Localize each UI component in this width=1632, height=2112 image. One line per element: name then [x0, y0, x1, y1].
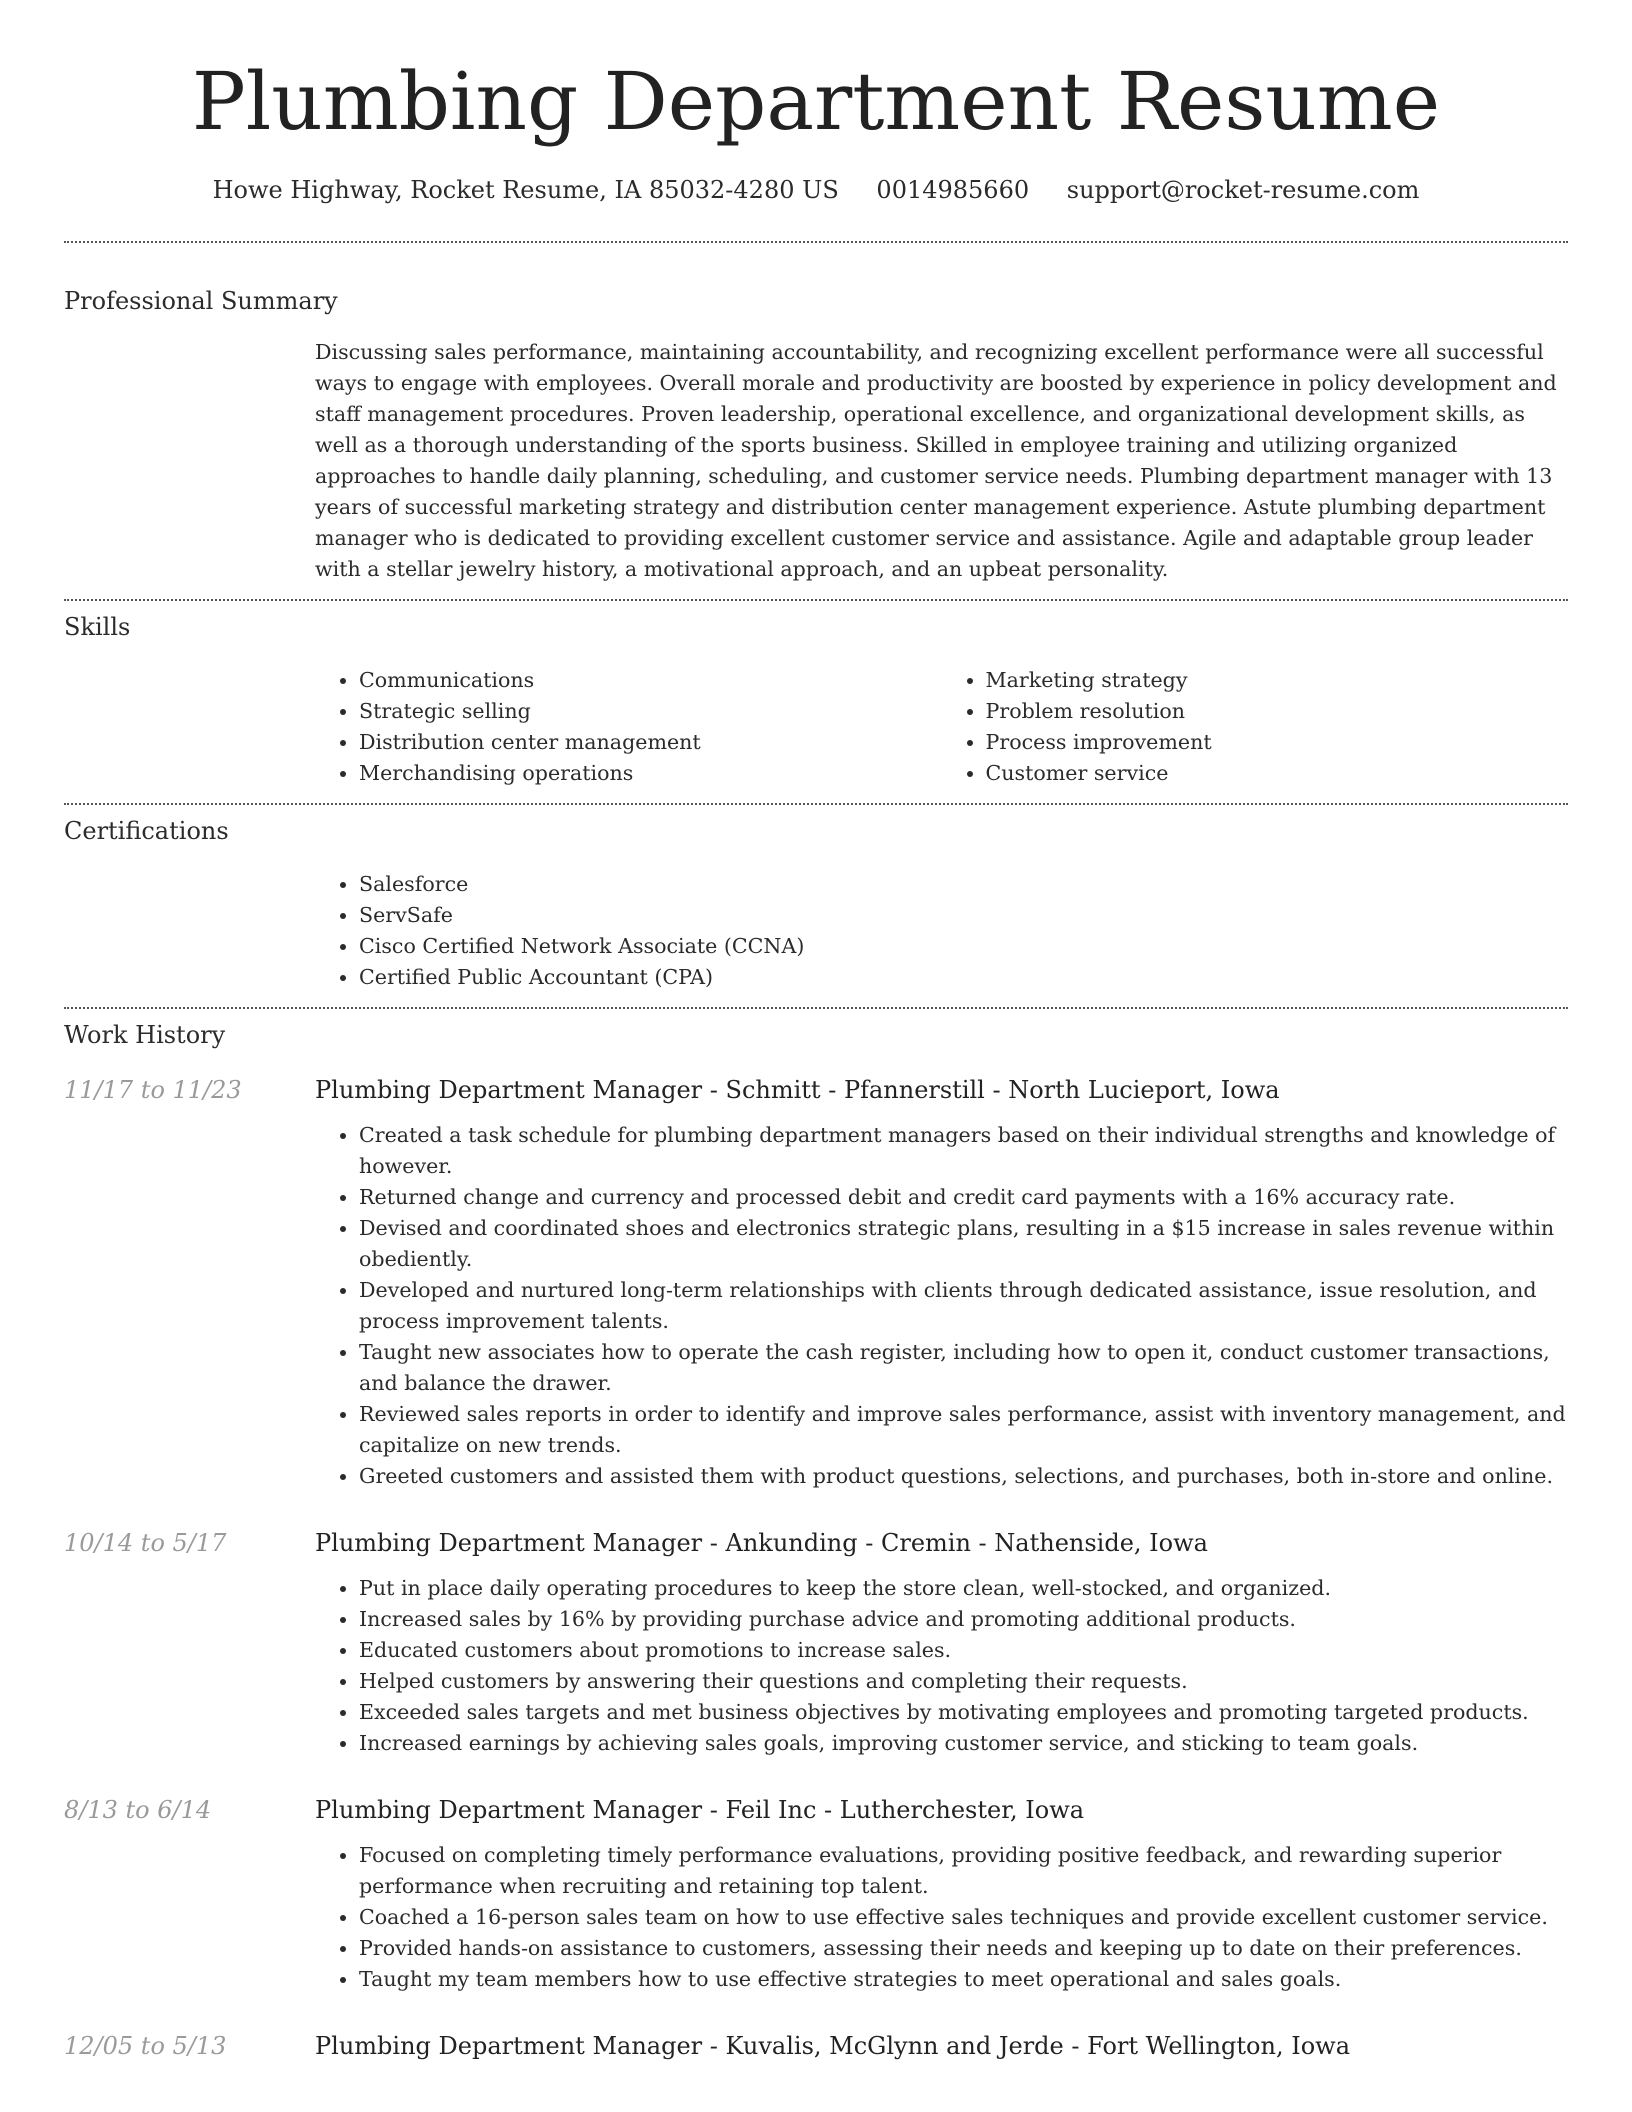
skills-section: [64, 601, 1568, 789]
contact-line: [64, 174, 1568, 206]
job-title: Plumbing Department Manager - Schmitt - Pfannerstill - North Lucieport, Iowa: [315, 1076, 1280, 1104]
contact-address: Howe Highway, Rocket Resume, IA 85032-4280 US: [212, 176, 839, 204]
certifications-list: [315, 869, 1568, 993]
job-bullet: • Created a task schedule for plumbing department managers based on their individual strengths and knowledge of however.: [359, 1120, 1568, 1182]
job-bullet: • Devised and coordinated shoes and electronics strategic plans, resulting in a $15 increase in sales revenue within obediently.: [359, 1213, 1568, 1275]
skill-item: • Problem resolution: [986, 696, 1569, 727]
skill-item: • Distribution center management: [359, 727, 942, 758]
summary-section: [64, 243, 1568, 585]
certification-item: • Salesforce: [359, 869, 1568, 900]
certification-item: • ServSafe: [359, 900, 1568, 931]
job-bullet: • Greeted customers and assisted them with product questions, selections, and purchases, both in-store and online.: [359, 1461, 1568, 1492]
skill-item: • Marketing strategy: [986, 665, 1569, 696]
job-bullet: • Exceeded sales targets and met business objectives by motivating employees and promoting targeted products.: [359, 1697, 1568, 1728]
job-bullet: • Returned change and currency and processed debit and credit card payments with a 16% accuracy rate.: [359, 1182, 1568, 1213]
resume-name: Plumbing Department Resume: [191, 55, 1441, 148]
job-bullet: • Taught new associates how to operate the cash register, including how to open it, conduct customer transactions, and balance the drawer.: [359, 1337, 1568, 1399]
skill-item: • Process improvement: [986, 727, 1569, 758]
job-title: Plumbing Department Manager - Feil Inc - Lutherchester, Iowa: [315, 1796, 1085, 1824]
job-title: Plumbing Department Manager - Kuvalis, McGlynn and Jerde - Fort Wellington, Iowa: [315, 2032, 1350, 2060]
contact-phone: 0014985660: [876, 176, 1030, 204]
certifications-items: [315, 869, 1568, 993]
job-bullet: • Taught my team members how to use effective strategies to meet operational and sales goals.: [359, 1964, 1568, 1995]
certification-item: • Certified Public Accountant (CPA): [359, 962, 1568, 993]
job-date: 10/14 to 5/17: [64, 1529, 227, 1557]
job-entry: [64, 2030, 1568, 2062]
job-bullets: [315, 1120, 1568, 1492]
job-bullets: [315, 1573, 1568, 1759]
job-date: 8/13 to 6/14: [64, 1796, 212, 1824]
summary-body: [315, 337, 1568, 585]
job-bullet: • Coached a 16-person sales team on how to use effective sales techniques and provide excellent customer service.: [359, 1902, 1568, 1933]
work-section: [64, 1009, 1568, 2062]
resume-page: [64, 0, 1568, 2062]
skill-item: • Customer service: [986, 758, 1569, 789]
job-entry: [64, 1527, 1568, 1759]
certifications-section: [64, 805, 1568, 993]
job-bullet: • Focused on completing timely performance evaluations, providing positive feedback, and rewarding superior performance when recruiting and retaining top talent.: [359, 1840, 1568, 1902]
job-bullet: • Provided hands-on assistance to customers, assessing their needs and keeping up to date on their preferences.: [359, 1933, 1568, 1964]
job-date: 11/17 to 11/23: [64, 1076, 242, 1104]
summary-text: Discussing sales performance, maintaining accountability, and recognizing excellent performance were all successful ways to engage with employees. Overall morale and productivity are boosted by experience in policy development and staff management procedures. Proven leadership, operational excellence, and organizational development skills, as well as a thorough understanding of the sports business. Skilled in employee training and utilizing organized approaches to handle daily planning, scheduling, and customer service needs. Plumbing department manager with 13 years of successful marketing strategy and distribution center management experience. Astute plumbing department manager who is dedicated to providing excellent customer service and assistance. Agile and adaptable group leader with a stellar jewelry history, a motivational approach, and an upbeat personality.: [315, 340, 1557, 581]
job-bullet: • Developed and nurtured long-term relationships with clients through dedicated assistance, issue resolution, and process improvement talents.: [359, 1275, 1568, 1337]
job-entry: [64, 1794, 1568, 1995]
contact-email: support@rocket-resume.com: [1066, 176, 1420, 204]
job-bullet: • Increased earnings by achieving sales goals, improving customer service, and sticking to team goals.: [359, 1728, 1568, 1759]
skill-item: • Merchandising operations: [359, 758, 942, 789]
certifications-title: Certifications: [64, 817, 229, 845]
job-bullet: • Helped customers by answering their questions and completing their requests.: [359, 1666, 1568, 1697]
certification-item: • Cisco Certified Network Associate (CCNA): [359, 931, 1568, 962]
job-bullets: [315, 1840, 1568, 1995]
skills-list: [315, 665, 1568, 789]
job-bullet: • Reviewed sales reports in order to identify and improve sales performance, assist with inventory management, and capitalize on new trends.: [359, 1399, 1568, 1461]
job-date: 12/05 to 5/13: [64, 2032, 227, 2060]
work-title: Work History: [64, 1021, 226, 1049]
job-title: Plumbing Department Manager - Ankunding - Cremin - Nathenside, Iowa: [315, 1529, 1208, 1557]
skill-item: • Strategic selling: [359, 696, 942, 727]
skills-column-left: [315, 665, 942, 789]
job-bullet: • Put in place daily operating procedures to keep the store clean, well-stocked, and organized.: [359, 1573, 1568, 1604]
job-bullet: • Educated customers about promotions to increase sales.: [359, 1635, 1568, 1666]
skills-column-right: [942, 665, 1569, 789]
skill-item: • Communications: [359, 665, 942, 696]
summary-title: Professional Summary: [64, 287, 338, 315]
job-bullet: • Increased sales by 16% by providing purchase advice and promoting additional products.: [359, 1604, 1568, 1635]
skills-title: Skills: [64, 613, 131, 641]
job-entry: [64, 1074, 1568, 1492]
